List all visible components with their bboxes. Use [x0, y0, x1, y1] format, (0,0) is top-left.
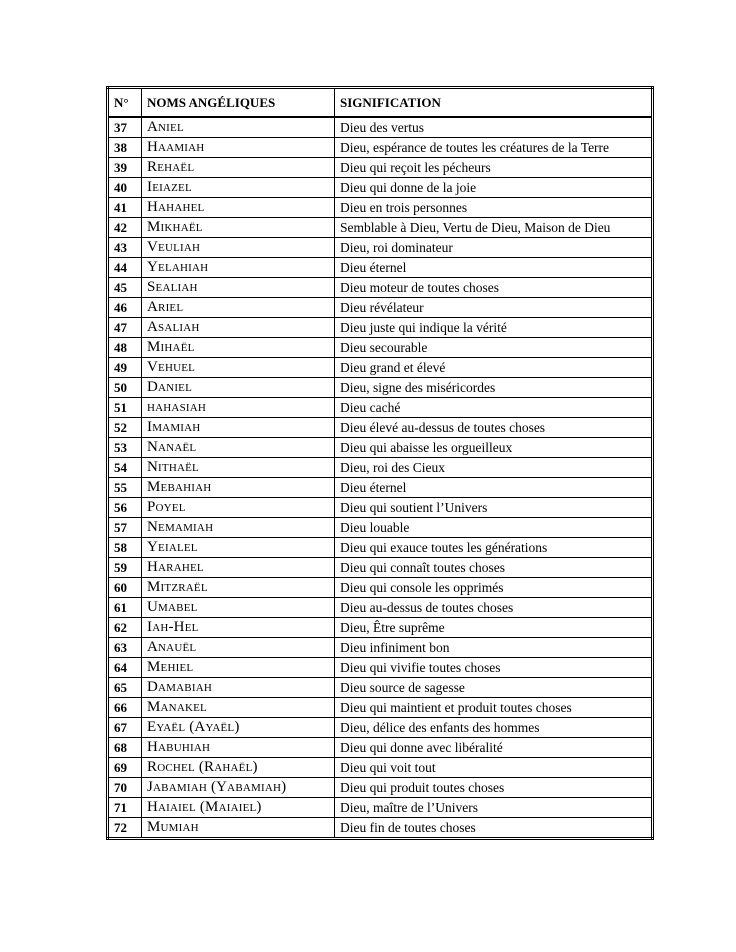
- table-row: [108, 458, 653, 478]
- row-number: 60: [108, 578, 142, 598]
- table-row: [108, 698, 653, 718]
- row-number: 45: [108, 278, 142, 298]
- row-number: 62: [108, 618, 142, 638]
- table-row: [108, 178, 653, 198]
- signification: Dieu, délice des enfants des hommes: [335, 718, 653, 738]
- signification: Dieu infiniment bon: [335, 638, 653, 658]
- table-row: [108, 558, 653, 578]
- signification: Dieu source de sagesse: [335, 678, 653, 698]
- row-number: 53: [108, 438, 142, 458]
- table-row: [108, 798, 653, 818]
- table-row: [108, 718, 653, 738]
- row-number: 43: [108, 238, 142, 258]
- signification: Semblable à Dieu, Vertu de Dieu, Maison de Dieu: [335, 218, 653, 238]
- signification: Dieu caché: [335, 398, 653, 418]
- table-row: [108, 738, 653, 758]
- signification: Dieu louable: [335, 518, 653, 538]
- row-number: 50: [108, 378, 142, 398]
- signification: Dieu qui maintient et produit toutes choses: [335, 698, 653, 718]
- signification: Dieu fin de toutes choses: [335, 818, 653, 839]
- angel-name: Mehiel: [142, 658, 335, 678]
- angel-name: Iah-Hel: [142, 618, 335, 638]
- angel-name: Jabamiah (Yabamiah): [142, 778, 335, 798]
- angel-name: Eyaël (Ayaël): [142, 718, 335, 738]
- angel-name: Yelahiah: [142, 258, 335, 278]
- table-row: [108, 117, 653, 138]
- signification: Dieu, roi des Cieux: [335, 458, 653, 478]
- table-row: [108, 778, 653, 798]
- row-number: 48: [108, 338, 142, 358]
- table-header: [108, 88, 653, 118]
- signification: Dieu, espérance de toutes les créatures de la Terre: [335, 138, 653, 158]
- table-row: [108, 598, 653, 618]
- table-row: [108, 578, 653, 598]
- column-header-angel-names: NOMS ANGÉLIQUES: [142, 88, 335, 118]
- signification: Dieu qui console les opprimés: [335, 578, 653, 598]
- row-number: 71: [108, 798, 142, 818]
- angel-name: Veuliah: [142, 238, 335, 258]
- table-row: [108, 358, 653, 378]
- signification: Dieu qui abaisse les orgueilleux: [335, 438, 653, 458]
- angel-name: Mitzraël: [142, 578, 335, 598]
- signification: Dieu qui soutient l’Univers: [335, 498, 653, 518]
- column-header-signification: SIGNIFICATION: [335, 88, 653, 118]
- signification: Dieu au-dessus de toutes choses: [335, 598, 653, 618]
- angel-name: Yeialel: [142, 538, 335, 558]
- signification: Dieu, signe des miséricordes: [335, 378, 653, 398]
- row-number: 49: [108, 358, 142, 378]
- table-row: [108, 438, 653, 458]
- angel-name: Habuhiah: [142, 738, 335, 758]
- table-row: [108, 338, 653, 358]
- row-number: 38: [108, 138, 142, 158]
- angel-name: Asaliah: [142, 318, 335, 338]
- signification: Dieu, Être suprême: [335, 618, 653, 638]
- angel-name: Aniel: [142, 117, 335, 138]
- table-row: [108, 138, 653, 158]
- angel-name: Umabel: [142, 598, 335, 618]
- row-number: 63: [108, 638, 142, 658]
- table-row: [108, 638, 653, 658]
- signification: Dieu révélateur: [335, 298, 653, 318]
- signification: Dieu grand et élevé: [335, 358, 653, 378]
- row-number: 41: [108, 198, 142, 218]
- signification: Dieu, roi dominateur: [335, 238, 653, 258]
- row-number: 47: [108, 318, 142, 338]
- angel-name: Rochel (Rahaël): [142, 758, 335, 778]
- signification: Dieu élevé au-dessus de toutes choses: [335, 418, 653, 438]
- signification: Dieu secourable: [335, 338, 653, 358]
- angel-name: Imamiah: [142, 418, 335, 438]
- row-number: 66: [108, 698, 142, 718]
- signification: Dieu juste qui indique la vérité: [335, 318, 653, 338]
- angel-name: Ariel: [142, 298, 335, 318]
- row-number: 69: [108, 758, 142, 778]
- angel-name: Harahel: [142, 558, 335, 578]
- signification: Dieu éternel: [335, 258, 653, 278]
- header-row: [108, 88, 653, 118]
- angel-name: Mihaël: [142, 338, 335, 358]
- table-row: [108, 318, 653, 338]
- angel-name: Nithaël: [142, 458, 335, 478]
- row-number: 61: [108, 598, 142, 618]
- row-number: 40: [108, 178, 142, 198]
- table-row: [108, 378, 653, 398]
- angel-names-table: [106, 86, 654, 840]
- table-row: [108, 278, 653, 298]
- row-number: 65: [108, 678, 142, 698]
- signification: Dieu qui voit tout: [335, 758, 653, 778]
- table-row: [108, 618, 653, 638]
- table-row: [108, 258, 653, 278]
- signification: Dieu qui exauce toutes les générations: [335, 538, 653, 558]
- signification: Dieu en trois personnes: [335, 198, 653, 218]
- angel-name: hahasiah: [142, 398, 335, 418]
- angel-name: Haiaiel (Maiaiel): [142, 798, 335, 818]
- angel-name: Anauël: [142, 638, 335, 658]
- row-number: 42: [108, 218, 142, 238]
- table-row: [108, 678, 653, 698]
- angel-name: Ieiazel: [142, 178, 335, 198]
- angel-name: Daniel: [142, 378, 335, 398]
- table-row: [108, 238, 653, 258]
- row-number: 52: [108, 418, 142, 438]
- signification: Dieu qui reçoit les pécheurs: [335, 158, 653, 178]
- table-row: [108, 518, 653, 538]
- row-number: 55: [108, 478, 142, 498]
- row-number: 70: [108, 778, 142, 798]
- signification: Dieu éternel: [335, 478, 653, 498]
- signification: Dieu qui donne de la joie: [335, 178, 653, 198]
- angel-name: Vehuel: [142, 358, 335, 378]
- signification: Dieu moteur de toutes choses: [335, 278, 653, 298]
- table-row: [108, 818, 653, 839]
- angel-name: Damabiah: [142, 678, 335, 698]
- angel-name: Mikhaël: [142, 218, 335, 238]
- table-row: [108, 478, 653, 498]
- angel-name: Nanaël: [142, 438, 335, 458]
- table-row: [108, 418, 653, 438]
- table-row: [108, 498, 653, 518]
- row-number: 51: [108, 398, 142, 418]
- row-number: 56: [108, 498, 142, 518]
- row-number: 54: [108, 458, 142, 478]
- table-row: [108, 298, 653, 318]
- column-header-number: N°: [108, 88, 142, 118]
- row-number: 64: [108, 658, 142, 678]
- signification: Dieu, maître de l’Univers: [335, 798, 653, 818]
- row-number: 68: [108, 738, 142, 758]
- table-row: [108, 758, 653, 778]
- row-number: 59: [108, 558, 142, 578]
- angel-name: Mumiah: [142, 818, 335, 839]
- table-row: [108, 198, 653, 218]
- angel-name: Sealiah: [142, 278, 335, 298]
- row-number: 39: [108, 158, 142, 178]
- signification: Dieu des vertus: [335, 117, 653, 138]
- row-number: 72: [108, 818, 142, 839]
- angel-name: Haamiah: [142, 138, 335, 158]
- table-row: [108, 158, 653, 178]
- row-number: 44: [108, 258, 142, 278]
- angel-name: Mebahiah: [142, 478, 335, 498]
- angel-name: Hahahel: [142, 198, 335, 218]
- angel-name: Poyel: [142, 498, 335, 518]
- row-number: 58: [108, 538, 142, 558]
- row-number: 46: [108, 298, 142, 318]
- row-number: 57: [108, 518, 142, 538]
- angel-name: Nemamiah: [142, 518, 335, 538]
- table-body: [108, 117, 653, 839]
- table-row: [108, 658, 653, 678]
- signification: Dieu qui connaît toutes choses: [335, 558, 653, 578]
- signification: Dieu qui donne avec libéralité: [335, 738, 653, 758]
- signification: Dieu qui produit toutes choses: [335, 778, 653, 798]
- angel-name: Manakel: [142, 698, 335, 718]
- row-number: 37: [108, 117, 142, 138]
- table-row: [108, 398, 653, 418]
- table-row: [108, 538, 653, 558]
- angel-name: Rehaël: [142, 158, 335, 178]
- signification: Dieu qui vivifie toutes choses: [335, 658, 653, 678]
- row-number: 67: [108, 718, 142, 738]
- table-row: [108, 218, 653, 238]
